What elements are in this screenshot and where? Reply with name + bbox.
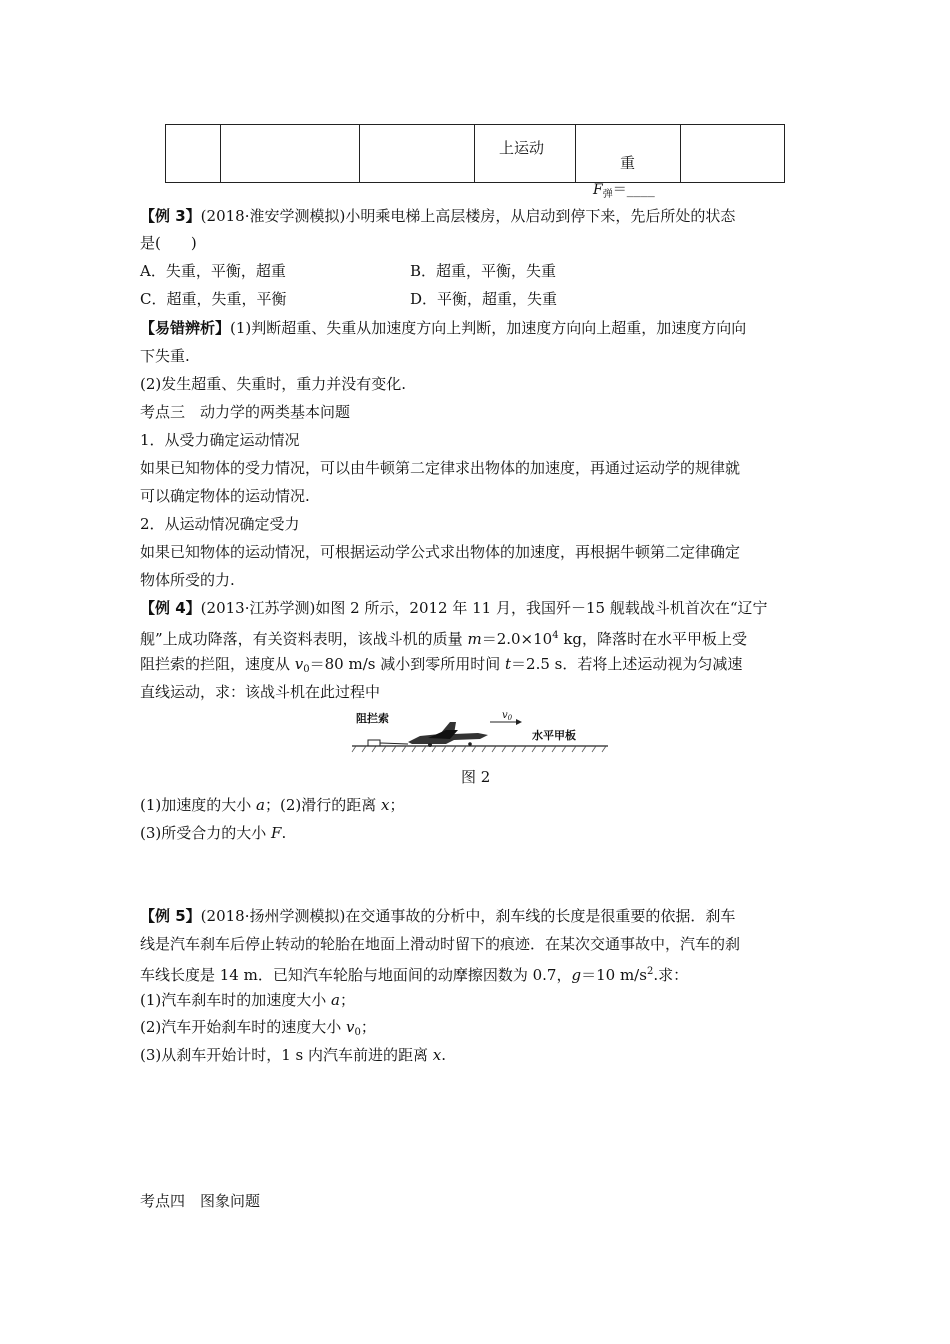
deck-hatch xyxy=(352,746,606,752)
example-5-line-2: 线是汽车刹车后停止转动的轮胎在地面上滑动时留下的痕迹．在某次交通事故中，汽车的刹 xyxy=(140,935,741,953)
velocity-label: $v_0$ xyxy=(502,710,513,722)
cable-label: 阻拦索 xyxy=(356,712,389,725)
mistake-line-1: 【易错辨析】(1)判断超重、失重从加速度方向上判断，加速度方向向上超重，加速度方向向 xyxy=(140,319,747,337)
example-4-question-3: (3)所受合力的大小 F. xyxy=(140,824,287,842)
deck-label: 水平甲板 xyxy=(532,729,576,742)
summary-table xyxy=(165,124,785,183)
example-4-line-4: 直线运动，求：该战斗机在此过程中 xyxy=(140,683,381,701)
example-5-line-1: 【例 5】(2018·扬州学测模拟)在交通事故的分析中，刹车线的长度是很重要的依据．刹车 xyxy=(140,907,736,925)
option-d: D．平衡，超重，失重 xyxy=(410,290,558,308)
example-4-line-2: 舰”上成功降落，有关资料表明，该战斗机的质量 $m=2.0\times 10^4$ kg，降落时在水平甲板上受 xyxy=(140,630,748,648)
example-5-question-3: (3)从刹车开始计时，1 s 内汽车前进的距离 x. xyxy=(140,1046,447,1064)
example-5-line-3: 车线长度是 14 m．已知汽车轮胎与地面间的动摩擦因数为 0.7，g＝10 $m/s^2$.求： xyxy=(140,966,689,984)
table-cell xyxy=(166,125,221,183)
kp3-s2-title: 2．从运动情况确定受力 xyxy=(140,515,300,533)
table-cell xyxy=(475,125,576,183)
figure-2-caption: 图 2 xyxy=(461,768,491,786)
kp3-s2-line-2: 物体所受的力. xyxy=(140,571,235,589)
example-4-question-1-2: (1)加速度的大小 a；(2)滑行的距离 x； xyxy=(140,796,405,814)
cell-up-motion: 上运动 xyxy=(499,139,545,157)
arrowhead-icon xyxy=(516,719,522,725)
example-5-question-2: (2)汽车开始刹车时的速度大小 $v_0$； xyxy=(140,1018,376,1038)
example-4-line-3: 阻拦索的拦阻，速度从 $v_0=80$ m/s 减小到零所用时间 t＝2.5 s．若将上述运动视为匀减速 xyxy=(140,655,743,675)
example-4-tag: 【例 4】 xyxy=(140,599,201,617)
table-cell xyxy=(221,125,360,183)
option-a: A．失重，平衡，超重 xyxy=(140,262,286,280)
mistake-line-3: (2)发生超重、失重时，重力并没有变化. xyxy=(140,375,407,393)
table-cell xyxy=(576,125,681,183)
jet-landing-diagram xyxy=(350,708,610,758)
kp3-s2-line-1: 如果已知物体的运动情况，可根据运动学公式求出物体的加速度，再根据牛顿第二定律确定 xyxy=(140,543,741,561)
example-3-tag: 【例 3】 xyxy=(140,207,201,225)
example-3-line-2: 是( ) xyxy=(140,234,197,252)
jet-icon xyxy=(408,722,488,747)
figure-2-jet-landing xyxy=(350,708,610,758)
arresting-cable xyxy=(380,743,408,744)
kp3-s1-line-1: 如果已知物体的受力情况，可以由牛顿第二定律求出物体的加速度，再通过运动学的规律就 xyxy=(140,459,741,477)
option-b: B．超重，平衡，失重 xyxy=(410,262,557,280)
cable-block xyxy=(368,740,380,746)
option-c: C．超重，失重，平衡 xyxy=(140,290,287,308)
kp3-title: 考点三 动力学的两类基本问题 xyxy=(140,403,351,421)
example-3-line-1: 【例 3】(2018·淮安学测模拟)小明乘电梯上高层楼房，从启动到停下来，先后所处的状态 xyxy=(140,207,736,225)
example-5-tag: 【例 5】 xyxy=(140,907,201,925)
kp3-s1-title: 1．从受力确定运动情况 xyxy=(140,431,300,449)
cell-weight: 重 xyxy=(620,154,636,172)
kp3-s1-line-2: 可以确定物体的运动情况. xyxy=(140,487,310,505)
spring-force-blank: $F_弹=\_\_\_\_$ xyxy=(593,182,655,200)
kp4-title: 考点四 图象问题 xyxy=(140,1192,261,1210)
example-4-line-1: 【例 4】(2013·江苏学测)如图 2 所示，2012 年 11 月，我国歼－15 舰载战斗机首次在“辽宁 xyxy=(140,599,768,617)
table-cell xyxy=(360,125,475,183)
mistake-line-2: 下失重. xyxy=(140,347,190,365)
table-cell xyxy=(681,125,785,183)
mistake-tag: 【易错辨析】 xyxy=(140,319,231,337)
example-5-question-1: (1)汽车刹车时的加速度大小 a； xyxy=(140,991,355,1009)
